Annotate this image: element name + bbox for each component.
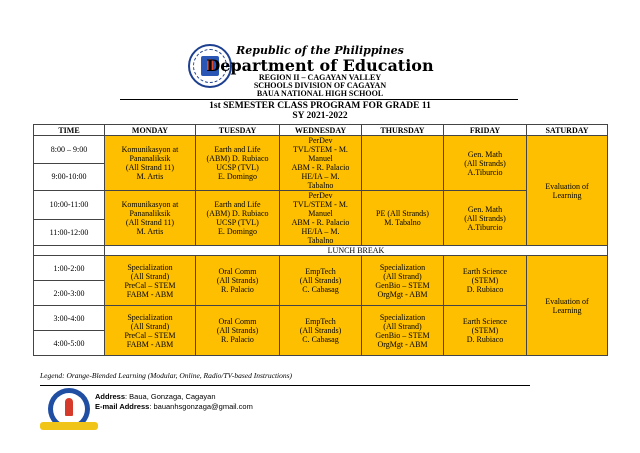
table-row	[34, 136, 608, 164]
division-line: SCHOOLS DIVISION OF CAGAYAN	[253, 81, 387, 90]
table-row	[34, 306, 608, 331]
schedule-cell: Earth Science (STEM) D. Rubiaco	[444, 306, 527, 356]
schedule-cell: PerDev TVL/STEM - M. Manuel ABM - R. Palacio HE/IA – M. Tabalno	[280, 191, 362, 246]
col-tuesday: TUESDAY	[196, 125, 280, 136]
schedule-cell: EmpTech (All Strands) C. Cabasag	[280, 256, 362, 306]
schedule-cell: Gen. Math (All Strands) A.Tiburcio	[444, 136, 527, 191]
footer-divider	[40, 385, 530, 386]
time-cell: 2:00-3:00	[34, 281, 105, 306]
time-cell: 9:00-10:00	[34, 163, 105, 191]
col-time: TIME	[34, 125, 105, 136]
col-thursday: THURSDAY	[362, 125, 444, 136]
schedule-cell: EmpTech (All Strands) C. Cabasag	[280, 306, 362, 356]
document-title: 1st SEMESTER CLASS PROGRAM FOR GRADE 11	[209, 101, 431, 111]
time-cell: 3:00-4:00	[34, 306, 105, 331]
header-divider	[120, 99, 518, 100]
table-row	[34, 191, 608, 220]
time-cell: 1:00-2:00	[34, 256, 105, 281]
schedule-cell: Komunikasyon at Pananaliksik (All Strand 11) M. Artis	[105, 191, 196, 246]
schedule-cell: Oral Comm (All Strands) R. Palacio	[196, 256, 280, 306]
saturday-cell: Evaluation of Learning	[527, 136, 608, 246]
contact-info	[95, 392, 253, 412]
schedule-cell: Earth and Life (ABM) D. Rubiaco UCSP (TVL) E. Domingo	[196, 191, 280, 246]
school-logo-icon	[40, 388, 98, 434]
email-label: E-mail Address	[95, 402, 150, 411]
schedule-cell: PerDev TVL/STEM - M. Manuel ABM - R. Palacio HE/IA – M. Tabalno	[280, 136, 362, 191]
schedule-cell: Oral Comm (All Strands) R. Palacio	[196, 306, 280, 356]
time-cell: 4:00-5:00	[34, 331, 105, 356]
time-cell: 8:00 – 9:00	[34, 136, 105, 164]
letterhead	[0, 0, 640, 96]
table-row	[34, 256, 608, 281]
schedule-cell: Specialization (All Strand) GenBio – STEM OrgMgt - ABM	[362, 256, 444, 306]
schedule-cell: Gen. Math (All Strands) A.Tiburcio	[444, 191, 527, 246]
lunch-row	[34, 246, 608, 256]
schedule-cell: Komunikasyon at Pananaliksik (All Strand 11) M. Artis	[105, 136, 196, 191]
schedule-cell: Specialization (All Strand) PreCal – STEM FABM - ABM	[105, 256, 196, 306]
email-value[interactable]: : bauanhsgonzaga@gmail.com	[149, 402, 253, 411]
address-value: : Baua, Gonzaga, Cagayan	[125, 392, 216, 401]
address-label: Address	[95, 392, 126, 401]
address-line	[95, 392, 253, 402]
schedule-cell: PE (All Strands) M. Tabalno	[362, 191, 444, 246]
schedule-cell-empty	[362, 136, 444, 191]
school-name: BAUA NATIONAL HIGH SCHOOL	[256, 89, 384, 98]
republic-line: Republic of the Philippines	[236, 44, 404, 57]
lunch-time-cell	[34, 246, 105, 256]
school-year: SY 2021-2022	[292, 111, 348, 121]
department-name: Department of Education	[206, 56, 434, 75]
saturday-cell: Evaluation of Learning	[527, 256, 608, 356]
schedule-cell: Specialization (All Strand) GenBio – STEM OrgMgt - ABM	[362, 306, 444, 356]
lunch-break-label: LUNCH BREAK	[105, 246, 608, 256]
schedule-cell: Earth and Life (ABM) D. Rubiaco UCSP (TVL) E. Domingo	[196, 136, 280, 191]
schedule-cell: Earth Science (STEM) D. Rubiaco	[444, 256, 527, 306]
email-line	[95, 402, 253, 412]
region-line: REGION II – CAGAYAN VALLEY	[258, 73, 382, 82]
time-cell: 11:00-12:00	[34, 219, 105, 245]
table-header-row	[34, 125, 608, 136]
schedule-cell: Specialization (All Strand) PreCal – STEM FABM - ABM	[105, 306, 196, 356]
time-cell: 10:00-11:00	[34, 191, 105, 220]
col-friday: FRIDAY	[444, 125, 527, 136]
class-program-table	[33, 124, 608, 356]
legend-text: Legend: Orange-Blended Learning (Modular, Online, Radio/TV-based Instructions)	[40, 371, 293, 380]
col-monday: MONDAY	[105, 125, 196, 136]
col-wednesday: WEDNESDAY	[280, 125, 362, 136]
col-saturday: SATURDAY	[527, 125, 608, 136]
